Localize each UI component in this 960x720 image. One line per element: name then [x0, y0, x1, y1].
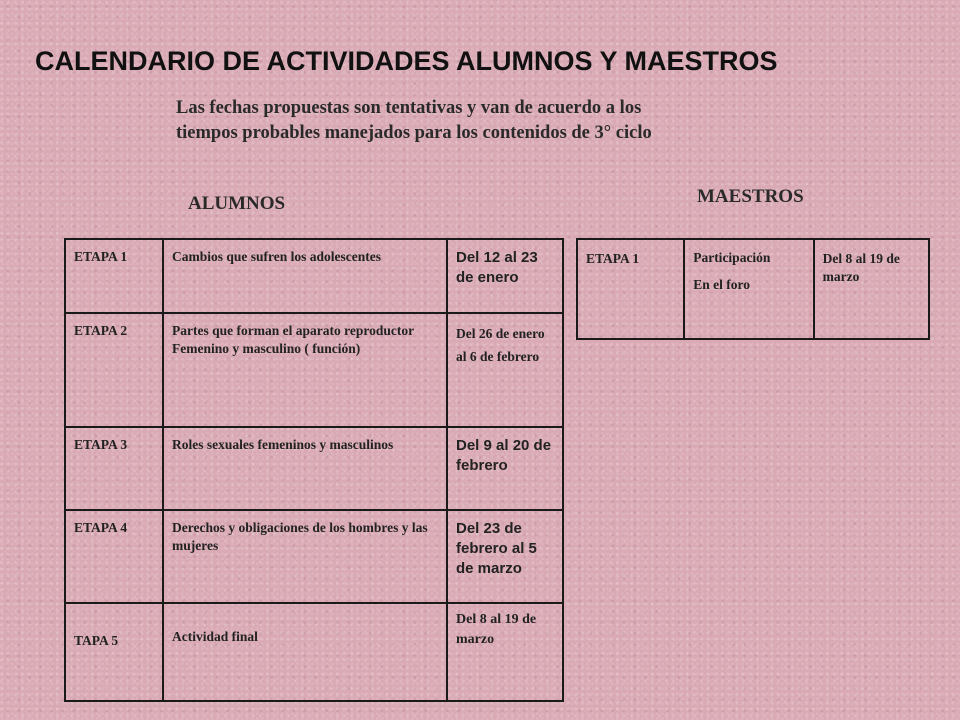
students-schedule-table — [64, 238, 564, 702]
stage-cell: TAPA 5 — [65, 603, 163, 701]
stage-cell: ETAPA 2 — [65, 313, 163, 427]
dates-cell: Del 23 de febrero al 5 de marzo — [447, 510, 563, 603]
activity-cell — [163, 510, 447, 603]
stage-cell: ETAPA 1 — [65, 239, 163, 313]
activity-cell — [163, 427, 447, 510]
activity-cell — [163, 603, 447, 701]
dates-cell: Del 8 al 19 de marzo — [447, 603, 563, 701]
table-row — [65, 427, 563, 510]
table-row — [577, 239, 929, 339]
dates-cell: Del 9 al 20 de febrero — [447, 427, 563, 510]
activity-line: Derechos y obligaciones de los hombres y las mujeres — [172, 520, 428, 553]
stage-cell: ETAPA 4 — [65, 510, 163, 603]
activity-cell — [684, 239, 813, 339]
students-heading: ALUMNOS — [188, 193, 286, 214]
activity-line: Roles sexuales femeninos y masculinos — [172, 437, 394, 452]
table-row — [65, 510, 563, 603]
activity-line: Participación — [693, 250, 771, 265]
activity-line: Actividad final — [172, 629, 258, 644]
table-row — [65, 239, 563, 313]
page-title: CALENDARIO DE ACTIVIDADES ALUMNOS Y MAESTROS — [35, 46, 778, 76]
subtitle-line-2: tiempos probables manejados para los contenidos de 3° ciclo — [176, 123, 652, 143]
stage-cell: ETAPA 1 — [577, 239, 684, 339]
stage-cell: ETAPA 3 — [65, 427, 163, 510]
activity-line: Cambios que sufren los adolescentes — [172, 249, 382, 264]
dates-cell: Del 26 de enero al 6 de febrero — [447, 313, 563, 427]
table-row — [65, 603, 563, 701]
teachers-heading: MAESTROS — [697, 186, 804, 207]
activity-line: Partes que forman el aparato reproductor — [172, 323, 415, 338]
activity-cell — [163, 313, 447, 427]
subtitle-line-1: Las fechas propuestas son tentativas y van de acuerdo a los — [176, 98, 642, 118]
teachers-schedule-table — [576, 238, 930, 340]
activity-cell — [163, 239, 447, 313]
dates-cell: Del 12 al 23 de enero — [447, 239, 563, 313]
dates-cell: Del 8 al 19 de marzo — [814, 239, 929, 339]
subtitle — [176, 96, 836, 146]
activity-line: Femenino y masculino ( función) — [172, 341, 361, 356]
activity-line: En el foro — [693, 277, 750, 292]
table-row — [65, 313, 563, 427]
